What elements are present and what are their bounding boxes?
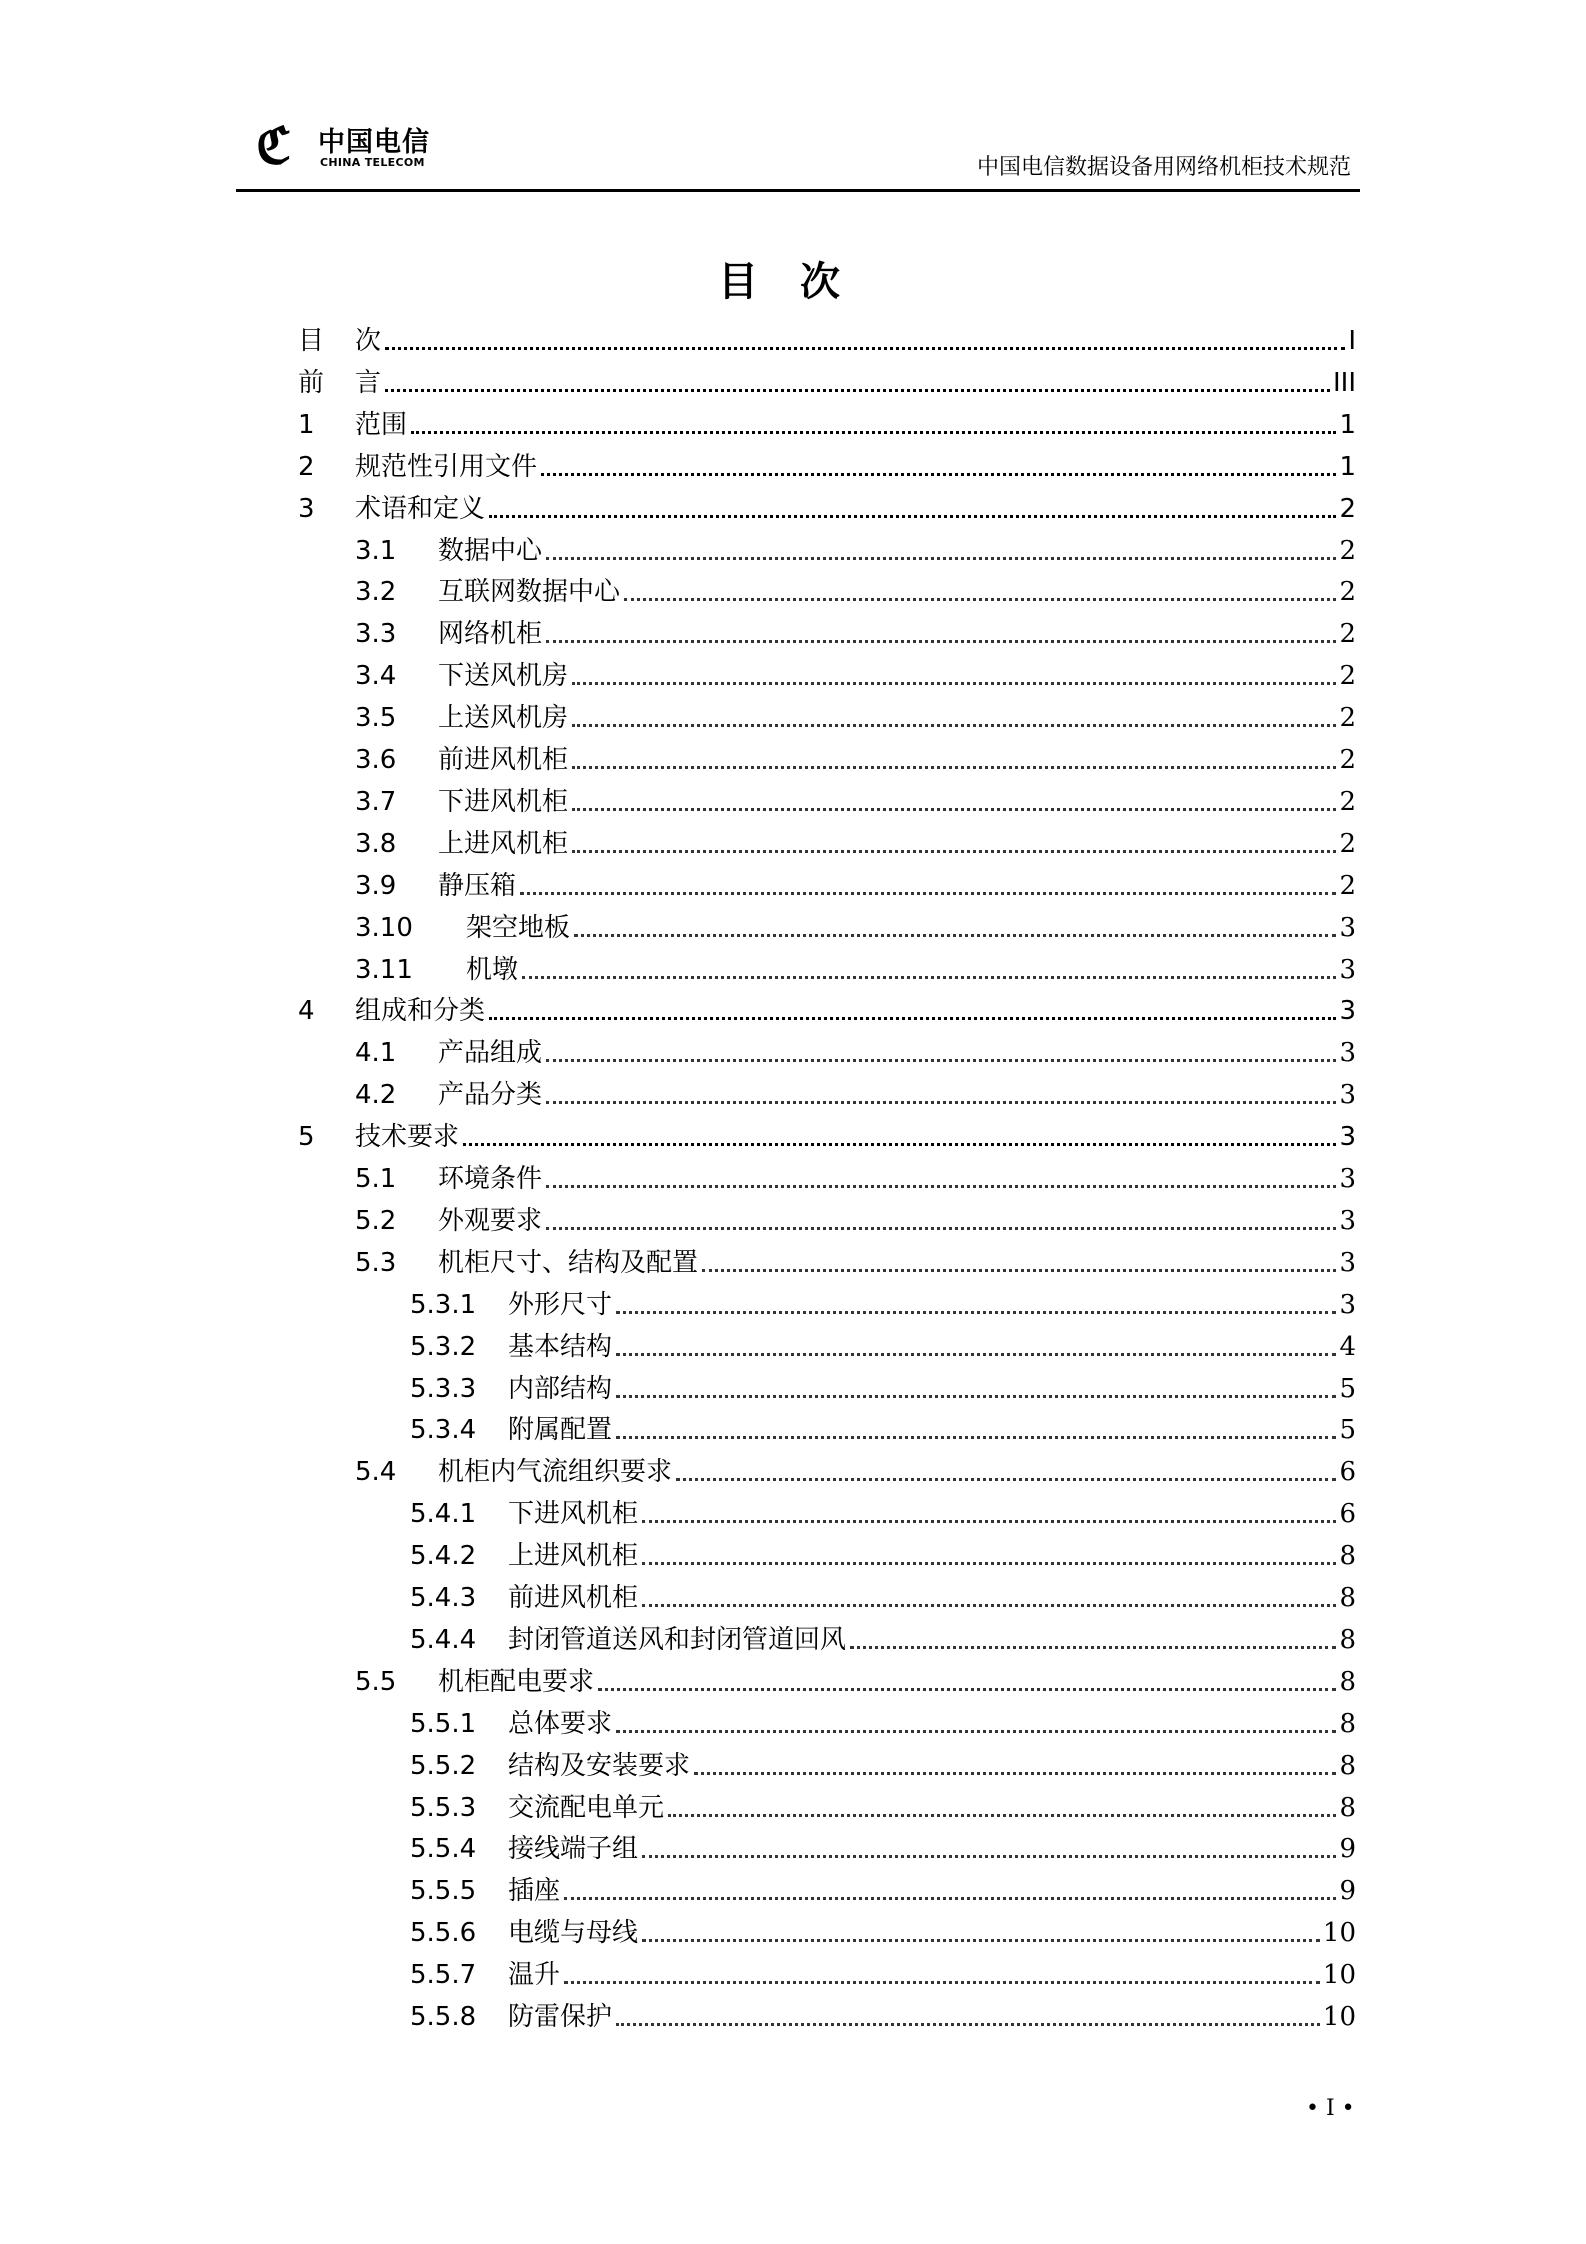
toc-leader-dots [546,640,1336,643]
toc-entry-number: 5.3.4 [410,1415,477,1446]
toc-entry-title: 产品分类 [438,1080,543,1111]
toc-entry-title: 温升 [508,1960,561,1991]
toc-entry-number: 5.5.1 [410,1708,477,1739]
toc-entry-page: 8 [1339,1583,1356,1613]
toc-entry-number: 前 [298,367,325,398]
toc-entry-page: 6 [1339,1457,1356,1488]
toc-leader-dots [694,1772,1336,1775]
toc-entry-page: 8 [1339,1750,1356,1781]
toc-leader-dots [572,850,1336,853]
toc-entry-page: 2 [1339,661,1356,692]
toc-entry-page: 3 [1339,1080,1356,1111]
toc-entry-title: 前进风机柜 [438,745,569,775]
toc-leader-dots [546,1059,1336,1062]
toc-leader-dots [411,431,1336,434]
toc-entry-title: 机柜配电要求 [438,1666,595,1697]
toc-entry[interactable] [298,1871,1356,1907]
toc-leader-dots [572,682,1336,685]
toc-entry[interactable] [298,740,1356,776]
toc-entry-title: 内部结构 [508,1373,613,1404]
toc-entry-number: 3 [298,493,315,524]
toc-entry[interactable] [298,1704,1356,1740]
toc-entry[interactable] [298,1662,1356,1698]
toc-entry-title: 架空地板 [466,912,571,943]
toc-leader-dots [541,473,1336,476]
logo-text-en: CHINA TELECOM [320,156,425,169]
toc-entry[interactable] [298,447,1356,483]
toc-leader-dots [546,1185,1336,1188]
toc-entry-page: 1 [1339,451,1356,482]
toc-entry[interactable] [298,656,1356,692]
toc-leader-dots [546,1227,1336,1230]
toc-entry-page: 10 [1322,1918,1356,1949]
toc-entry[interactable] [298,1369,1356,1405]
toc-entry-title: 电缆与母线 [508,1918,639,1949]
toc-entry-title: 外观要求 [438,1205,543,1236]
toc-entry[interactable] [298,1913,1356,1949]
toc-entry[interactable] [298,1494,1356,1530]
toc-entry[interactable] [298,1285,1356,1321]
toc-leader-dots [676,1478,1336,1481]
toc-entry-page: 2 [1339,577,1356,608]
toc-entry-page: 3 [1339,1038,1356,1069]
toc-entry-title: 下进风机柜 [508,1499,639,1530]
toc-entry-title: 基本结构 [508,1331,613,1362]
toc-entry[interactable] [298,1075,1356,1111]
toc-entry-number: 5.5.5 [410,1876,477,1907]
toc-entry-page: 2 [1339,493,1356,524]
toc-entry[interactable] [298,1829,1356,1865]
toc-entry[interactable] [298,950,1356,986]
toc-leader-dots [385,389,1330,392]
toc-entry-title: 前进风机柜 [508,1583,639,1613]
toc-entry[interactable] [298,1452,1356,1488]
toc-entry-number: 5.3.1 [410,1289,477,1320]
toc-leader-dots [702,1269,1336,1272]
toc-entry[interactable] [298,698,1356,734]
toc-entry-page: 9 [1339,1876,1356,1907]
toc-entry[interactable] [298,866,1356,902]
toc-entry-number: 5.4.3 [410,1583,477,1613]
toc-leader-dots [546,557,1336,560]
toc-entry-page: 8 [1339,1792,1356,1823]
document-title: 中国电信数据设备用网络机柜技术规范 [976,155,1351,180]
toc-entry-page: 8 [1339,1666,1356,1697]
toc-entry-page: 3 [1339,1247,1356,1278]
toc-entry-page: 2 [1339,870,1356,901]
toc-leader-dots [668,1814,1336,1817]
toc-entry-title: 插座 [508,1876,561,1907]
toc-entry-page: 2 [1339,703,1356,734]
toc-entry-page: 5 [1339,1415,1356,1446]
toc-entry-title: 言 [355,367,382,398]
toc-entry-title: 机柜内气流组织要求 [438,1457,673,1488]
toc-entry[interactable] [298,1578,1356,1614]
toc-entry-number: 3.11 [355,954,413,985]
toc-entry-title: 交流配电单元 [508,1792,665,1823]
toc-entry-number: 5.3.2 [410,1331,477,1362]
toc-entry-page: 3 [1339,1122,1356,1153]
toc-leader-dots [564,1981,1320,1984]
toc-entry-page: 2 [1339,745,1356,775]
toc-entry-number: 5.5.4 [410,1834,477,1865]
toc-entry-title: 防雷保护 [508,2002,613,2032]
toc-entry-title: 数据中心 [438,535,543,566]
toc-entry-number: 5.5.8 [410,2002,477,2032]
toc-entry-page: 3 [1339,1289,1356,1320]
toc-entry-title: 互联网数据中心 [438,577,621,608]
toc-entry[interactable] [298,1201,1356,1237]
toc-leader-dots [546,1101,1336,1104]
toc-entry-number: 3.5 [355,703,397,734]
toc-entry[interactable] [298,991,1356,1027]
toc-entry[interactable] [298,1117,1356,1153]
toc-leader-dots [616,1730,1336,1733]
toc-entry-page: 3 [1339,954,1356,985]
toc-entry-page: 5 [1339,1373,1356,1404]
toc-entry-page: 1 [1339,409,1356,440]
toc-entry-page: 2 [1339,619,1356,650]
toc-entry-title: 下送风机房 [438,661,569,692]
toc-entry-page: 10 [1322,2002,1356,2032]
logo-text-cn: 中国电信 [318,127,430,158]
toc-leader-dots [572,724,1336,727]
toc-entry-title: 封闭管道送风和封闭管道回风 [508,1624,847,1655]
toc-entry[interactable] [298,1327,1356,1363]
toc-leader-dots [572,766,1336,769]
toc-entry[interactable] [298,1788,1356,1824]
toc-entry-title: 规范性引用文件 [355,451,538,482]
toc-entry-title: 接线端子组 [508,1834,639,1865]
toc-entry-title: 组成和分类 [355,996,486,1027]
toc-entry[interactable] [298,1955,1356,1991]
toc-entry-title: 外形尺寸 [508,1289,613,1320]
toc-entry-page: 3 [1339,1164,1356,1194]
toc-leader-dots [489,1017,1336,1020]
toc-entry[interactable] [298,1159,1356,1195]
toc-entry-number: 5.5.3 [410,1792,477,1823]
toc-entry-number: 5.5.6 [410,1918,477,1949]
toc-entry-number: 4 [298,996,315,1027]
toc-leader-dots [520,892,1336,895]
toc-entry[interactable] [298,614,1356,650]
toc-leader-dots [522,976,1336,979]
toc-entry[interactable] [298,1243,1356,1279]
toc-entry-title: 静压箱 [438,870,517,901]
toc-entry-number: 1 [298,409,315,440]
toc-leader-dots [642,1855,1336,1858]
toc-entry[interactable] [298,531,1356,567]
toc-entry-number: 3.6 [355,745,397,775]
toc-entry-page: 2 [1339,535,1356,566]
toc-entry[interactable] [298,1033,1356,1069]
china-telecom-logo [256,118,436,176]
toc-entry-title: 术语和定义 [355,493,486,524]
toc-entry[interactable] [298,405,1356,441]
toc-entry-number: 4.1 [355,1038,397,1069]
toc-entry-number: 5.1 [355,1164,397,1194]
toc-entry-title: 机墩 [466,954,519,985]
toc-entry-title: 上进风机柜 [508,1541,639,1572]
toc-leader-dots [489,515,1336,518]
toc-entry-number: 5.5 [355,1666,397,1697]
toc-entry[interactable] [298,572,1356,608]
toc-entry-title: 上进风机柜 [438,828,569,859]
toc-entry-title: 下进风机柜 [438,786,569,817]
toc-entry[interactable] [298,1997,1356,2033]
toc-leader-dots [616,1395,1336,1398]
toc-entry-page: 8 [1339,1708,1356,1739]
page-number: • I • [1306,2096,1355,2121]
toc-entry-page: 3 [1339,996,1356,1027]
toc-entry-number: 3.4 [355,661,397,692]
toc-entry-page: 3 [1339,912,1356,943]
toc-entry-number: 3.1 [355,535,397,566]
toc-entry-page: 3 [1339,1205,1356,1236]
toc-leader-dots [616,1311,1336,1314]
toc-entry[interactable] [298,321,1356,357]
toc-entry-title: 附属配置 [508,1415,613,1446]
toc-entry[interactable] [298,1410,1356,1446]
toc-entry-title: 结构及安装要求 [508,1750,691,1781]
toc-entry-number: 目 [298,326,325,356]
toc-leader-dots [385,347,1345,350]
toc-entry-number: 4.2 [355,1080,397,1111]
toc-entry-page: 9 [1339,1834,1356,1865]
toc-leader-dots [616,2023,1320,2026]
toc-entry-number: 3.2 [355,577,397,608]
toc-entry-title: 产品组成 [438,1038,543,1069]
toc-entry[interactable] [298,1746,1356,1782]
toc-entry-title: 总体要求 [508,1708,613,1739]
toc-entry-page: 4 [1339,1331,1356,1362]
toc-entry-number: 5.5.7 [410,1960,477,1991]
toc-entry-number: 2 [298,451,315,482]
toc-entry[interactable] [298,824,1356,860]
toc-entry-number: 3.10 [355,912,413,943]
toc-entry-page: I [1348,326,1356,356]
toc-entry-title: 网络机柜 [438,619,543,650]
toc-leader-dots [598,1688,1336,1691]
toc-entry-number: 5.4.2 [410,1541,477,1572]
toc-entry-page: 2 [1339,786,1356,817]
toc-entry-number: 3.3 [355,619,397,650]
header-divider [236,189,1360,192]
toc-heading: 目次 [718,259,882,305]
toc-entry-number: 5 [298,1122,315,1153]
toc-leader-dots [624,598,1336,601]
toc-entry[interactable] [298,908,1356,944]
toc-entry-title: 机柜尺寸、结构及配置 [438,1247,699,1278]
toc-entry-title: 范围 [355,409,408,440]
toc-leader-dots [574,934,1336,937]
toc-entry-page: 8 [1339,1541,1356,1572]
toc-entry[interactable] [298,489,1356,525]
toc-entry-number: 5.3 [355,1247,397,1278]
toc-entry-page: 8 [1339,1624,1356,1655]
toc-entry-number: 5.3.3 [410,1373,477,1404]
toc-entry-title: 次 [355,326,382,356]
toc-entry-title: 技术要求 [355,1122,460,1153]
toc-entry-number: 3.9 [355,870,397,901]
toc-entry-number: 5.2 [355,1205,397,1236]
toc-leader-dots [564,1897,1336,1900]
toc-leader-dots [463,1143,1336,1146]
toc-leader-dots [642,1520,1336,1523]
toc-leader-dots [850,1646,1336,1649]
toc-leader-dots [616,1353,1336,1356]
toc-entry-page: III [1332,367,1356,398]
toc-entry-page: 2 [1339,828,1356,859]
telecom-logo-icon: ℭ [256,116,292,175]
toc-entry-page: 6 [1339,1499,1356,1530]
toc-leader-dots [642,1604,1336,1607]
toc-leader-dots [616,1436,1336,1439]
toc-entry-number: 3.8 [355,828,397,859]
toc-leader-dots [572,808,1336,811]
toc-entry-number: 5.4.1 [410,1499,477,1530]
toc-leader-dots [642,1939,1320,1942]
toc-entry-number: 3.7 [355,786,397,817]
toc-entry-number: 5.5.2 [410,1750,477,1781]
toc-entry-number: 5.4 [355,1457,397,1488]
toc-leader-dots [642,1562,1336,1565]
toc-entry-page: 10 [1322,1960,1356,1991]
toc-entry-title: 上送风机房 [438,703,569,734]
toc-entry[interactable] [298,782,1356,818]
toc-entry-number: 5.4.4 [410,1624,477,1655]
toc-entry[interactable] [298,363,1356,399]
toc-entry[interactable] [298,1620,1356,1656]
toc-entry[interactable] [298,1536,1356,1572]
toc-entry-title: 环境条件 [438,1164,543,1194]
